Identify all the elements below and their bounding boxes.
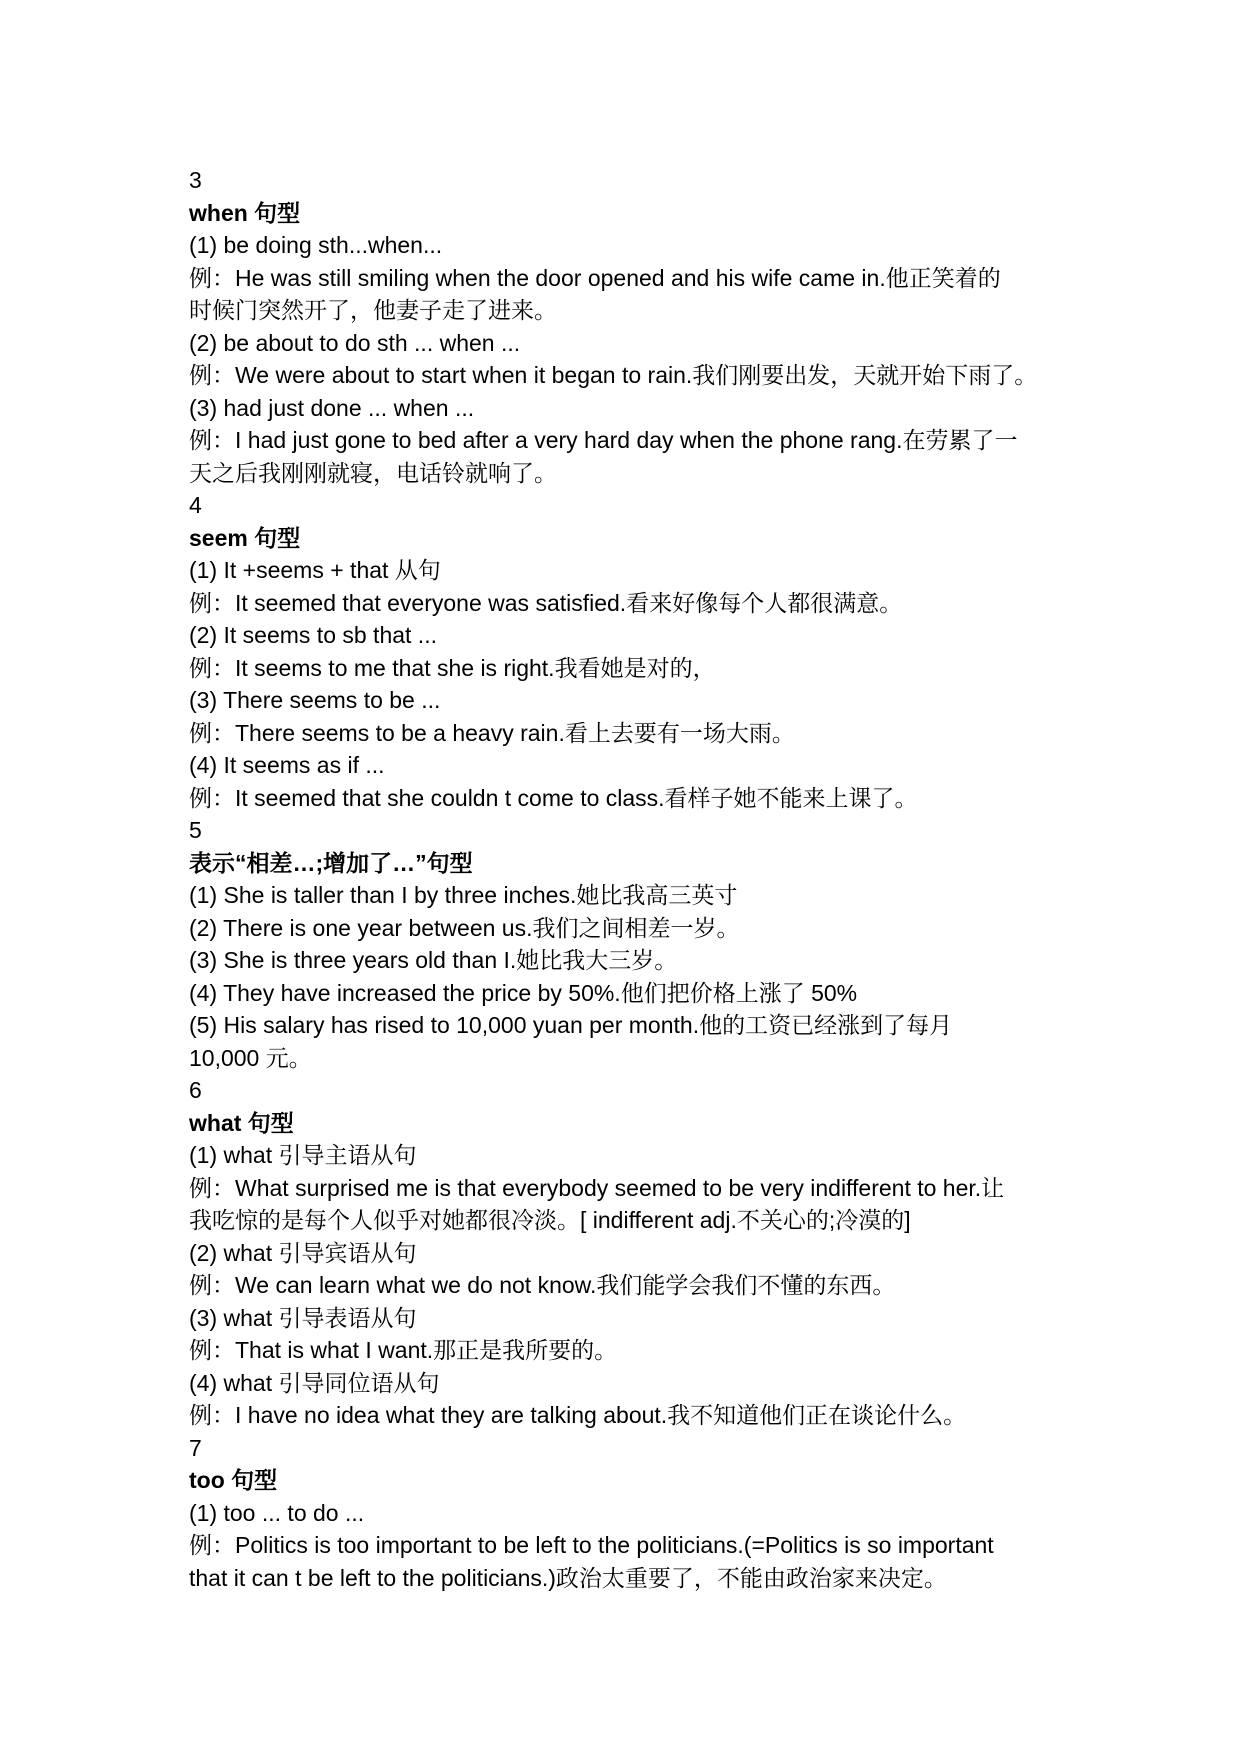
example-line: 例：It seemed that everyone was satisfied.看来好像每个人都很满意。	[189, 589, 903, 616]
example-line: 例：I have no idea what they are talking about.我不知道他们正在谈论什么。	[189, 1402, 967, 1428]
pattern-line: (2) be about to do sth ... when ...	[189, 329, 521, 356]
pattern-line: that it can t be left to the politicians.)政治太重要了，不能由政治家来决定。	[189, 1564, 947, 1591]
pattern-line: (1) She is taller than I by three inches.她比我高三英寸	[189, 882, 738, 908]
pattern-line: (4) They have increased the price by 50%.他们把价格上涨了 50%	[189, 979, 858, 1006]
example-line: 例：Politics is too important to be left to the politicians.(=Politics is so important	[189, 1532, 994, 1558]
example-line: 例：There seems to be a heavy rain.看上去要有一场大雨。	[189, 719, 795, 746]
document-body	[189, 164, 1089, 1594]
section-heading: what 句型	[189, 1109, 294, 1136]
section-number: 6	[189, 1077, 202, 1103]
pattern-line: (2) It seems to sb that ...	[189, 622, 437, 648]
pattern-line: (5) His salary has rised to 10,000 yuan per month.他的工资已经涨到了每月	[189, 1012, 953, 1038]
pattern-line: 我吃惊的是每个人似乎对她都很冷淡。[ indifferent adj.不关心的;冷漠的]	[189, 1207, 911, 1233]
pattern-line: (1) too ... to do ...	[189, 1499, 365, 1526]
pattern-line: (1) what 引导主语从句	[189, 1142, 417, 1168]
section-4	[189, 489, 1089, 814]
section-heading: when 句型	[189, 199, 301, 226]
pattern-line: (3) had just done ... when ...	[189, 394, 475, 421]
example-line: 例：I had just gone to bed after a very hard day when the phone rang.在劳累了一	[189, 427, 1018, 453]
pattern-line: (4) what 引导同位语从句	[189, 1369, 440, 1396]
pattern-line: (2) There is one year between us.我们之间相差一岁。	[189, 914, 740, 941]
section-heading: 表示“相差…;增加了…”句型	[189, 849, 473, 876]
section-heading: seem 句型	[189, 524, 301, 551]
section-5	[189, 814, 1089, 1074]
example-line: 例：It seemed that she couldn t come to class.看样子她不能来上课了。	[189, 784, 918, 811]
example-line: 例：We were about to start when it began to rain.我们刚要出发，天就开始下雨了。	[189, 362, 1038, 388]
section-number: 4	[189, 492, 202, 518]
pattern-line: (1) be doing sth...when...	[189, 232, 443, 258]
example-line: 例：It seems to me that she is right.我看她是对的，	[189, 654, 716, 681]
example-line: 例：What surprised me is that everybody seemed to be very indifferent to her.让	[189, 1174, 1005, 1201]
section-number: 5	[189, 817, 202, 843]
example-line: 例：He was still smiling when the door opened and his wife came in.他正笑着的	[189, 264, 1001, 291]
pattern-line: (3) what 引导表语从句	[189, 1304, 417, 1331]
section-number: 3	[189, 167, 202, 193]
pattern-line: (2) what 引导宾语从句	[189, 1239, 417, 1266]
section-6	[189, 1074, 1089, 1432]
example-line: 例：That is what I want.那正是我所要的。	[189, 1337, 618, 1363]
pattern-line: (4) It seems as if ...	[189, 752, 385, 778]
example-line: 例：We can learn what we do not know.我们能学会我们不懂的东西。	[189, 1272, 896, 1298]
section-3	[189, 164, 1089, 489]
section-7	[189, 1432, 1089, 1595]
pattern-line: (1) It +seems + that 从句	[189, 557, 441, 583]
pattern-line: (3) She is three years old than I.她比我大三岁。	[189, 947, 678, 973]
pattern-line: 时候门突然开了，他妻子走了进来。	[189, 297, 557, 323]
pattern-line: 10,000 元。	[189, 1044, 312, 1071]
pattern-line: 天之后我刚刚就寝，电话铃就响了。	[189, 459, 557, 486]
section-number: 7	[189, 1434, 202, 1461]
pattern-line: (3) There seems to be ...	[189, 687, 441, 713]
section-heading: too 句型	[189, 1467, 278, 1493]
